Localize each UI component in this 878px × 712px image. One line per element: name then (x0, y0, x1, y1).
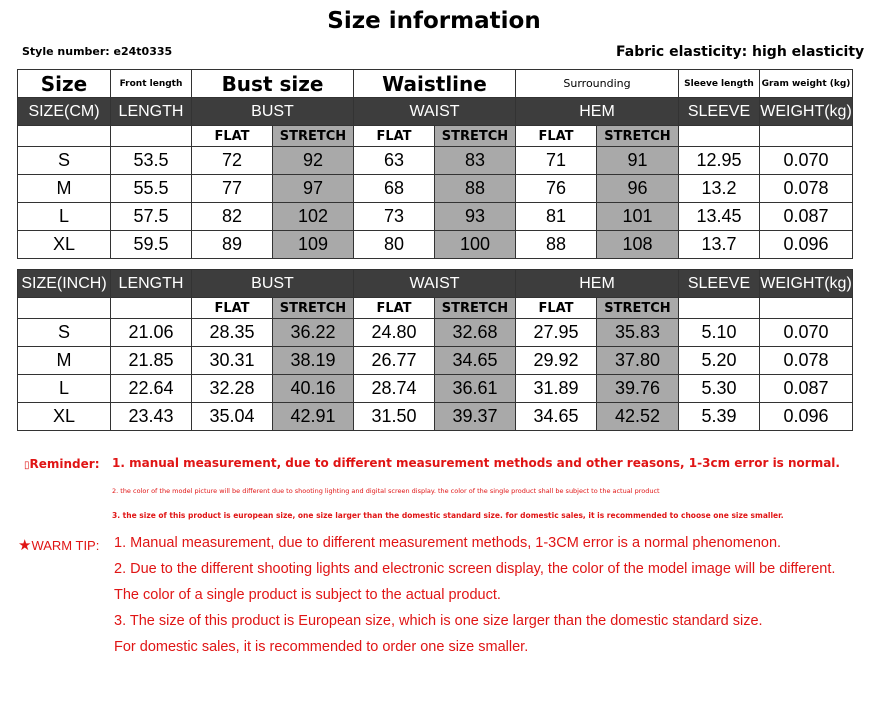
weight-cell: 0.070 (760, 147, 853, 175)
waist-flat-cell: 73 (354, 203, 435, 231)
size-header: Size (18, 70, 111, 98)
waist-flat-cell: 31.50 (354, 403, 435, 431)
cm-subheader-row (18, 126, 853, 147)
weight-cell: 0.096 (760, 231, 853, 259)
warm-tip-line-1: 1. Manual measurement, due to different measurement methods, 1-3CM error is a normal phenomenon. (114, 535, 782, 551)
cm-col-sleeve: SLEEVE (679, 98, 760, 126)
inch-bust-stretch: STRETCH (273, 298, 354, 319)
weight-cell: 0.078 (760, 175, 853, 203)
sleeve-cell: 5.10 (679, 319, 760, 347)
bust-stretch-cell: 42.91 (273, 403, 354, 431)
length-cell: 53.5 (111, 147, 192, 175)
waist-stretch-cell: 88 (435, 175, 516, 203)
bust-flat-cell: 72 (192, 147, 273, 175)
bust-stretch-cell: 102 (273, 203, 354, 231)
weight-cell: 0.070 (760, 319, 853, 347)
waist-flat-cell: 63 (354, 147, 435, 175)
weight-cell: 0.096 (760, 403, 853, 431)
waist-flat-cell: 24.80 (354, 319, 435, 347)
style-number: Style number: e24t0335 (22, 45, 173, 58)
waist-stretch-cell: 100 (435, 231, 516, 259)
hem-stretch-cell: 108 (597, 231, 679, 259)
bust-flat-cell: 35.04 (192, 403, 273, 431)
sleeve-cell: 5.20 (679, 347, 760, 375)
size-cell: XL (18, 403, 111, 431)
size-table-inch (17, 269, 853, 431)
sleeve-cell: 13.45 (679, 203, 760, 231)
size-cell: L (18, 203, 111, 231)
size-cell: S (18, 319, 111, 347)
hem-flat-cell: 81 (516, 203, 597, 231)
bust-flat-cell: 30.31 (192, 347, 273, 375)
hem-flat-cell: 76 (516, 175, 597, 203)
bust-stretch-cell: 38.19 (273, 347, 354, 375)
inch-waist-stretch: STRETCH (435, 298, 516, 319)
box-icon: ▯ (24, 460, 30, 471)
cm-col-size: SIZE(CM) (18, 98, 111, 126)
empty-cell (760, 298, 853, 319)
cm-hem-flat: FLAT (516, 126, 597, 147)
bust-flat-cell: 28.35 (192, 319, 273, 347)
waist-stretch-cell: 36.61 (435, 375, 516, 403)
hem-flat-cell: 88 (516, 231, 597, 259)
bust-stretch-cell: 40.16 (273, 375, 354, 403)
size-cell: XL (18, 231, 111, 259)
sleeve-length-header: Sleeve length (679, 70, 760, 98)
inch-hem-flat: FLAT (516, 298, 597, 319)
sleeve-cell: 12.95 (679, 147, 760, 175)
inch-col-hem: HEM (516, 270, 679, 298)
hem-flat-cell: 34.65 (516, 403, 597, 431)
waist-stretch-cell: 39.37 (435, 403, 516, 431)
empty-cell (679, 126, 760, 147)
length-cell: 21.06 (111, 319, 192, 347)
hem-flat-cell: 31.89 (516, 375, 597, 403)
cm-col-bust: BUST (192, 98, 354, 126)
length-cell: 55.5 (111, 175, 192, 203)
empty-cell (18, 298, 111, 319)
waist-flat-cell: 80 (354, 231, 435, 259)
waist-stretch-cell: 34.65 (435, 347, 516, 375)
reminder-label: ▯Reminder: (24, 457, 100, 471)
weight-cell: 0.078 (760, 347, 853, 375)
front-length-header: Front length (111, 70, 192, 98)
empty-cell (18, 126, 111, 147)
page-title: Size information (327, 8, 541, 34)
cm-waist-flat: FLAT (354, 126, 435, 147)
waist-flat-cell: 68 (354, 175, 435, 203)
length-cell: 57.5 (111, 203, 192, 231)
hem-flat-cell: 71 (516, 147, 597, 175)
hem-stretch-cell: 42.52 (597, 403, 679, 431)
cm-bust-flat: FLAT (192, 126, 273, 147)
fabric-elasticity: Fabric elasticity: high elasticity (616, 44, 865, 60)
empty-cell (111, 298, 192, 319)
inch-waist-flat: FLAT (354, 298, 435, 319)
inch-col-sleeve: SLEEVE (679, 270, 760, 298)
waist-flat-cell: 28.74 (354, 375, 435, 403)
hem-flat-cell: 27.95 (516, 319, 597, 347)
bust-size-header: Bust size (192, 70, 354, 98)
warm-tip-line-3: The color of a single product is subject to the actual product. (114, 587, 501, 603)
hem-flat-cell: 29.92 (516, 347, 597, 375)
empty-cell (111, 126, 192, 147)
sleeve-cell: 13.2 (679, 175, 760, 203)
table-row (18, 231, 853, 259)
sleeve-cell: 5.30 (679, 375, 760, 403)
warm-tip-line-5: For domestic sales, it is recommended to order one size smaller. (114, 639, 529, 655)
cm-waist-stretch: STRETCH (435, 126, 516, 147)
cm-bust-stretch: STRETCH (273, 126, 354, 147)
hem-stretch-cell: 35.83 (597, 319, 679, 347)
waist-stretch-cell: 93 (435, 203, 516, 231)
star-icon: ★ (18, 537, 32, 554)
weight-cell: 0.087 (760, 203, 853, 231)
cm-col-length: LENGTH (111, 98, 192, 126)
warm-tip-line-4: 3. The size of this product is European size, which is one size larger than the domestic standard size. (114, 613, 763, 629)
cm-col-hem: HEM (516, 98, 679, 126)
table-row (18, 403, 853, 431)
table-row (18, 147, 853, 175)
size-cell: S (18, 147, 111, 175)
sleeve-cell: 13.7 (679, 231, 760, 259)
empty-cell (760, 126, 853, 147)
bust-flat-cell: 89 (192, 231, 273, 259)
table-row (18, 375, 853, 403)
inch-col-size: SIZE(INCH) (18, 270, 111, 298)
bust-stretch-cell: 109 (273, 231, 354, 259)
waistline-header: Waistline (354, 70, 516, 98)
waist-stretch-cell: 83 (435, 147, 516, 175)
inch-col-length: LENGTH (111, 270, 192, 298)
bust-flat-cell: 32.28 (192, 375, 273, 403)
size-cell: M (18, 347, 111, 375)
empty-cell (679, 298, 760, 319)
size-cell: L (18, 375, 111, 403)
bust-stretch-cell: 97 (273, 175, 354, 203)
bust-flat-cell: 82 (192, 203, 273, 231)
hem-stretch-cell: 96 (597, 175, 679, 203)
inch-col-bust: BUST (192, 270, 354, 298)
waist-stretch-cell: 32.68 (435, 319, 516, 347)
table-row (18, 347, 853, 375)
inch-col-waist: WAIST (354, 270, 516, 298)
size-table-cm (17, 69, 853, 259)
waist-flat-cell: 26.77 (354, 347, 435, 375)
bust-flat-cell: 77 (192, 175, 273, 203)
length-cell: 21.85 (111, 347, 192, 375)
length-cell: 22.64 (111, 375, 192, 403)
inch-bust-flat: FLAT (192, 298, 273, 319)
inch-header-row (18, 270, 853, 298)
sleeve-cell: 5.39 (679, 403, 760, 431)
top-header-row (18, 70, 853, 98)
table-row (18, 175, 853, 203)
reminder-line-1: 1. manual measurement, due to different measurement methods and other reasons, 1-3cm error is normal. (112, 456, 840, 470)
inch-subheader-row (18, 298, 853, 319)
length-cell: 59.5 (111, 231, 192, 259)
cm-col-waist: WAIST (354, 98, 516, 126)
hem-stretch-cell: 101 (597, 203, 679, 231)
cm-hem-stretch: STRETCH (597, 126, 679, 147)
weight-cell: 0.087 (760, 375, 853, 403)
warm-tip-label: ★WARM TIP: (18, 537, 100, 554)
cm-header-row (18, 98, 853, 126)
reminder-line-3: 3. the size of this product is european size, one size larger than the domestic standard size. for domestic sales, it is recommended to choose one size smaller. (112, 511, 784, 520)
hem-stretch-cell: 37.80 (597, 347, 679, 375)
hem-stretch-cell: 39.76 (597, 375, 679, 403)
inch-col-weight: WEIGHT(kg) (760, 270, 853, 298)
size-cell: M (18, 175, 111, 203)
warm-tip-line-2: 2. Due to the different shooting lights and electronic screen display, the color of the model image will be different. (114, 561, 836, 577)
reminder-line-2: 2. the color of the model picture will be different due to shooting lighting and digital screen display. the color of the single product shall be subject to the actual product (112, 487, 660, 495)
table-row (18, 203, 853, 231)
hem-stretch-cell: 91 (597, 147, 679, 175)
gram-weight-header: Gram weight (kg) (760, 70, 853, 98)
inch-hem-stretch: STRETCH (597, 298, 679, 319)
cm-col-weight: WEIGHT(kg) (760, 98, 853, 126)
length-cell: 23.43 (111, 403, 192, 431)
table-row (18, 319, 853, 347)
bust-stretch-cell: 92 (273, 147, 354, 175)
bust-stretch-cell: 36.22 (273, 319, 354, 347)
surrounding-header: Surrounding (516, 70, 679, 98)
